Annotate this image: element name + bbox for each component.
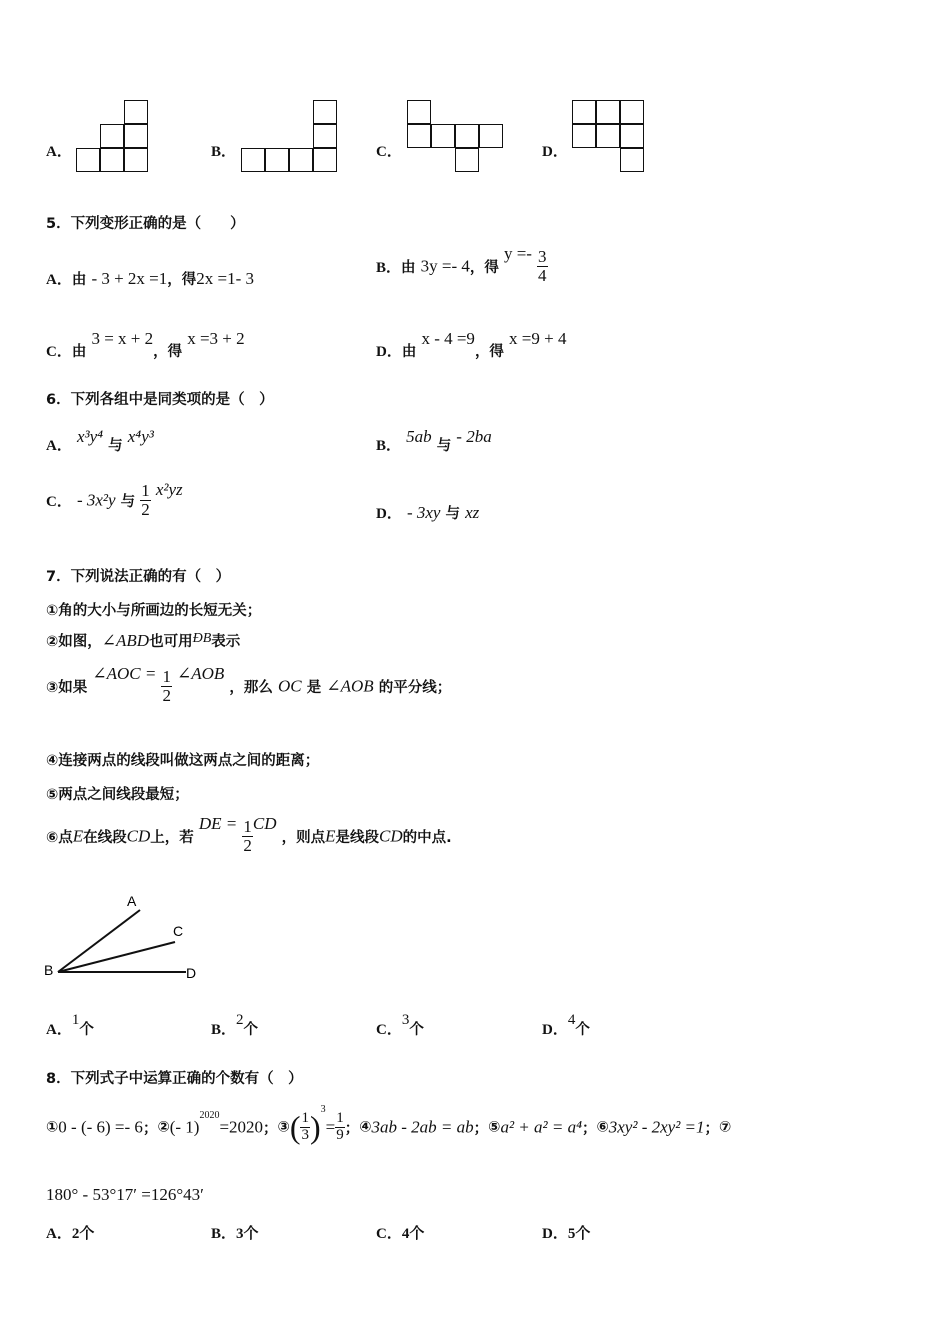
q8-expressions: ①0 - (- 6) =- 6；②(- 1)$^{2020}$=2020；③( $\frac{1}{3}$ )$^3$= $\frac{1}{9}$ ；④3ab - 2ab = ab；⑤a² + a² = a⁴；⑥3xy² - 2xy² =1；⑦ [46,1104,732,1145]
q6-option-a: A． x³y⁴ 与 x⁴y³ [46,427,154,454]
q4-option-d-label: D． [542,144,568,160]
point-d-label: D [186,965,197,981]
q5-title: 5．下列变形正确的是（ ） [46,216,245,232]
q6-option-c: C． - 3x²y 与 $\frac{1}{2}$ x²yz [46,480,183,519]
q6-title: 6．下列各组中是同类项的是（ ） [46,392,274,408]
q5-option-b: B．由 3y =- 4，得 y =- $\frac{3}{4}$ [376,244,547,285]
q7-statement-3: ③如果 ∠AOC = $\frac{1}{2}$ ∠AOB ，那么 OC 是 ∠AOB 的平分线； [46,664,452,705]
q8-title: 8．下列式子中运算正确的个数有（ ） [46,1071,303,1087]
point-b-label: B [44,962,54,978]
q8-option-b: B．3个 [211,1226,259,1242]
q7-statement-5: ⑤两点之间线段最短； [46,787,189,803]
q8-option-a: A．2个 [46,1226,95,1242]
q8-option-d: D．5个 [542,1226,591,1242]
q6-option-b: B． 5ab 与 - 2ba [376,427,492,454]
q7-statement-1: ①角的大小与所画边的长短无关； [46,603,262,619]
q8-expression-7: 180° - 53°17′ =126°43′ [46,1185,204,1204]
q7-title: 7．下列说法正确的有（ ） [46,569,231,585]
q7-s6-fraction: $\frac{1}{2}$ [243,817,252,855]
q7-angle-figure [40,890,210,985]
q7-option-a: A．1个 [46,1012,94,1038]
q8-e3-fraction: $\frac{1}{3}$ [301,1110,309,1143]
ray-ba [58,910,140,972]
q7-option-c: C．3个 [376,1012,424,1038]
q7-s3-fraction: $\frac{1}{2}$ [162,667,171,705]
point-a-label: A [127,893,137,909]
ray-bc [58,942,175,972]
q7-statement-6: ⑥点E在线段CD上，若 DE = $\frac{1}{2}$ CD ，则点E是线段CD的中点. [46,814,452,855]
q7-statement-4: ④连接两点的线段叫做这两点之间的距离； [46,753,320,769]
q6-option-d: D． - 3xy 与 xz [376,503,480,522]
q7-statement-2: ②如图，∠ABD也可用ÐB表示 [46,631,241,650]
q5-option-c: C．由 3 = x + 2，得 x =3 + 2 [46,329,245,360]
q6-c-fraction: $\frac{1}{2}$ [141,481,150,519]
q5-option-d: D．由 x - 4 =9，得 x =9 + 4 [376,329,567,360]
q5-option-a: A．由 - 3 + 2x =1，得2x =1- 3 [46,269,255,288]
q7-option-d: D．4个 [542,1012,590,1038]
q7-option-b: B．2个 [211,1012,259,1038]
q5-b-fraction: $\frac{3}{4}$ [538,247,547,285]
q4-option-a-label: A． [46,144,72,160]
q4-option-c-label: C． [376,144,402,160]
q8-e3-result-fraction: $\frac{1}{9}$ [336,1110,344,1143]
q4-option-b-label: B． [211,144,237,160]
point-c-label: C [173,923,184,939]
q8-option-c: C．4个 [376,1226,425,1242]
